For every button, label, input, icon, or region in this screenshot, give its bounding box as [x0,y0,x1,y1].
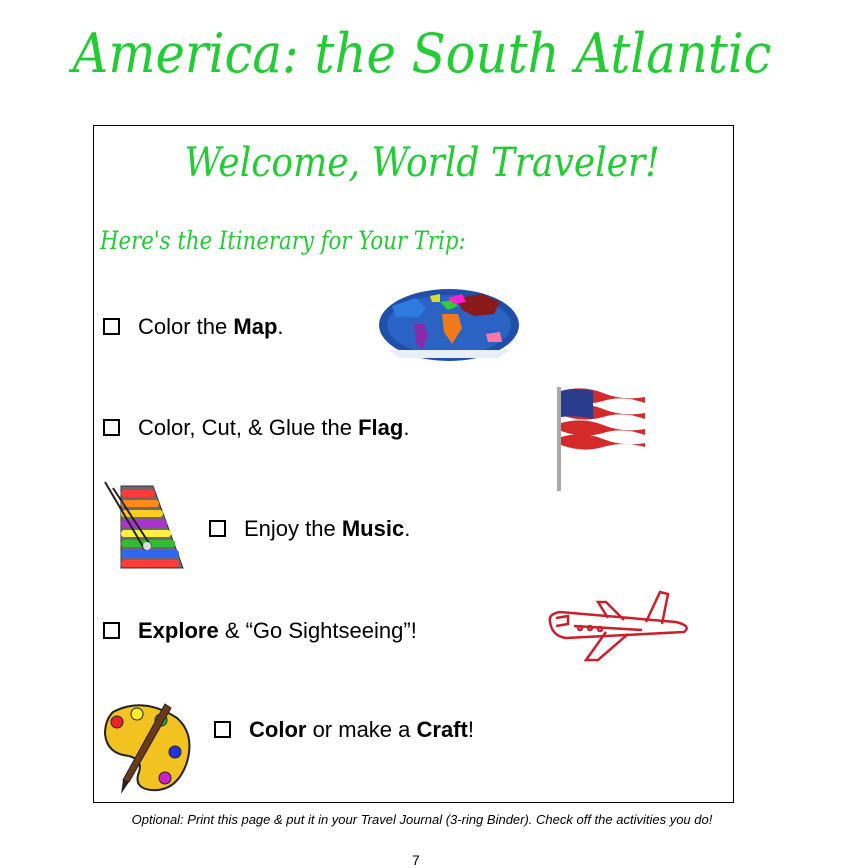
welcome-heading: Welcome, World Traveler! [184,140,660,186]
world-map-icon [378,288,520,362]
xylophone-icon [103,480,185,574]
checklist-item-explore: Explore & “Go Sightseeing”! [103,618,417,644]
checklist-item-music: Enjoy the Music. [209,516,410,542]
checkbox[interactable] [103,419,120,436]
checkbox[interactable] [103,622,120,639]
checklist-item-flag: Color, Cut, & Glue the Flag. [103,415,409,441]
american-flag-icon [553,385,649,491]
footer-note: Optional: Print this page & put it in your Travel Journal (3-ring Binder). Check off the activities you do! [131,812,713,827]
checklist-item-craft: Color or make a Craft! [214,717,474,743]
page-title: America: the South Atlantic [72,22,772,85]
airplane-icon [546,588,696,664]
checkbox[interactable] [214,721,231,738]
checkbox[interactable] [103,318,120,335]
page-number: 7 [412,852,420,868]
paint-palette-icon [103,700,191,796]
checklist-item-map: Color the Map. [103,314,284,340]
itinerary-heading: Here's the Itinerary for Your Trip: [100,226,466,255]
checkbox[interactable] [209,520,226,537]
